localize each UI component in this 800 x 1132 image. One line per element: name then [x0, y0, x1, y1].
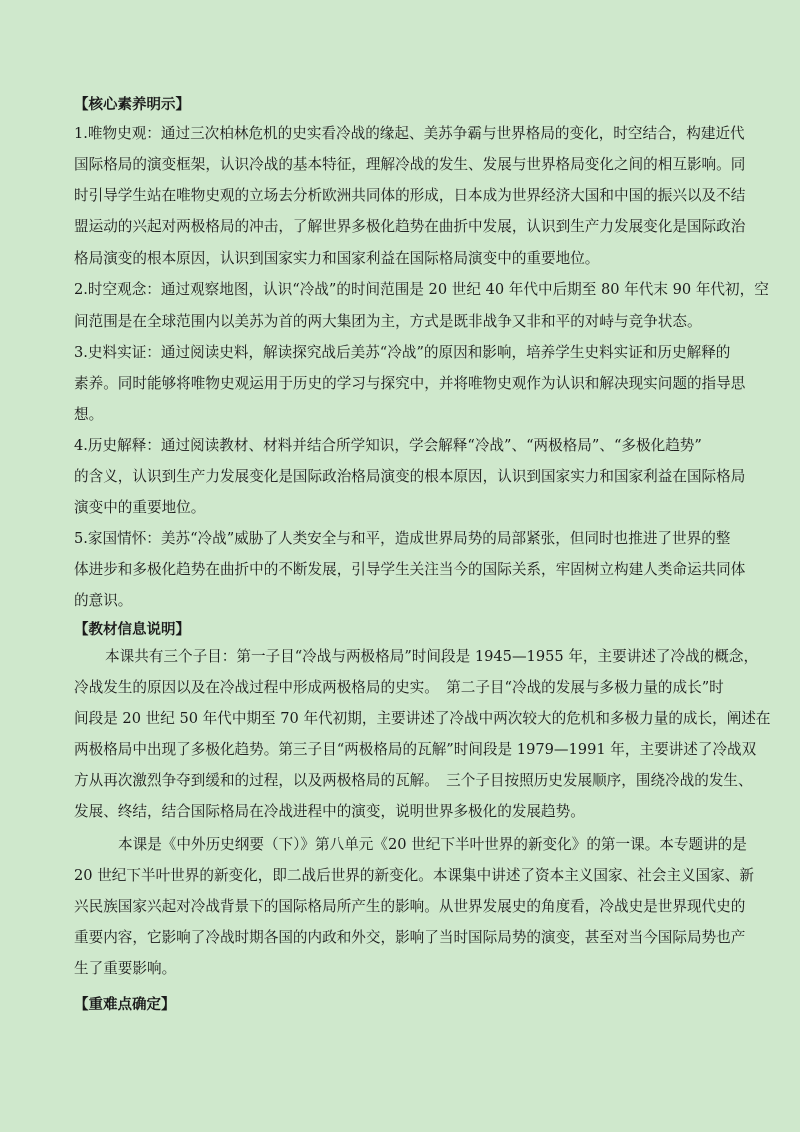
paragraph-line: 本课是《中外历史纲要（下）》第八单元《20 世纪下半叶世界的新变化》的第一课。本专题讲的是	[118, 836, 747, 853]
paragraph-line: 两极格局中出现了多极化趋势。第三子目“两极格局的瓦解”时间段是 1979—1991 年，主要讲述了冷战双	[74, 741, 757, 758]
paragraph-line: 4.历史解释：通过阅读教材、材料并结合所学知识，学会解释“冷战”、“两极格局”、“多极化趋势”	[74, 437, 702, 454]
paragraph-line: 方从再次激烈争夺到缓和的过程，以及两极格局的瓦解。 三个子目按照历史发展顺序，围绕冷战的发生、	[74, 772, 753, 789]
paragraph-line: 时引导学生站在唯物史观的立场去分析欧洲共同体的形成，日本成为世界经济大国和中国的振兴以及不结	[74, 187, 746, 204]
paragraph-line: 生了重要影响。	[74, 960, 177, 977]
paragraph-line: 的含义，认识到生产力发展变化是国际政治格局演变的根本原因，认识到国家实力和国家利益在国际格局	[74, 468, 746, 485]
paragraph-line: 兴民族国家兴起对冷战背景下的国际格局所产生的影响。从世界发展史的角度看，冷战史是世界现代史的	[74, 898, 746, 915]
paragraph-line: 重要内容，它影响了冷战时期各国的内政和外交，影响了当时国际局势的演变，甚至对当今国际局势也产	[74, 929, 746, 946]
paragraph-line: 20 世纪下半叶世界的新变化，即二战后世界的新变化。本课集中讲述了资本主义国家、社会主义国家、新	[74, 867, 754, 884]
paragraph-line: 5.家国情怀：美苏“冷战”威胁了人类安全与和平，造成世界局势的局部紧张，但同时也推进了世界的整	[74, 530, 731, 547]
paragraph-line: 3.史料实证：通过阅读史料，解读探究战后美苏“冷战”的原因和影响，培养学生史料实证和历史解释的	[74, 344, 731, 361]
section-heading-core-literacy: 【核心素养明示】	[74, 97, 190, 113]
paragraph-line: 国际格局的演变框架，认识冷战的基本特征，理解冷战的发生、发展与世界格局变化之间的相互影响。同	[74, 156, 746, 173]
paragraph-line: 体进步和多极化趋势在曲折中的不断发展，引导学生关注当今的国际关系，牢固树立构建人类命运共同体	[74, 561, 746, 578]
paragraph-line: 格局演变的根本原因，认识到国家实力和国家利益在国际格局演变中的重要地位。	[74, 250, 600, 267]
paragraph-line: 素养。同时能够将唯物史观运用于历史的学习与探究中，并将唯物史观作为认识和解决现实问题的指导思	[74, 375, 746, 392]
paragraph-line: 间段是 20 世纪 50 年代中期至 70 年代初期，主要讲述了冷战中两次较大的危机和多极力量的成长，阐述在	[74, 710, 771, 727]
paragraph-line: 的意识。	[74, 592, 133, 609]
section-heading-textbook-info: 【教材信息说明】	[74, 622, 190, 638]
paragraph-line: 演变中的重要地位。	[74, 499, 206, 516]
paragraph-line: 想。	[74, 406, 104, 423]
paragraph-line: 发展、终结，结合国际格局在冷战进程中的演变，说明世界多极化的发展趋势。	[74, 803, 585, 820]
paragraph-line: 2.时空观念：通过观察地图，认识“冷战”的时间范围是 20 世纪 40 年代中后期至 80 年代末 90 年代初，空	[74, 281, 769, 298]
paragraph-line: 冷战发生的原因以及在冷战过程中形成两极格局的史实。 第二子目“冷战的发展与多极力量的成长”时	[74, 679, 724, 696]
paragraph-line: 间范围是在全球范围内以美苏为首的两大集团为主，方式是既非战争又非和平的对峙与竞争状态。	[74, 313, 702, 330]
section-heading-key-points: 【重难点确定】	[74, 997, 176, 1013]
paragraph-line: 本课共有三个子目：第一子目“冷战与两极格局”时间段是 1945—1955 年，主要讲述了冷战的概念，	[105, 648, 759, 665]
paragraph-line: 1.唯物史观：通过三次柏林危机的史实看冷战的缘起、美苏争霸与世界格局的变化，时空结合，构建近代	[74, 125, 745, 142]
paragraph-line: 盟运动的兴起对两极格局的冲击，了解世界多极化趋势在曲折中发展，认识到生产力发展变化是国际政治	[74, 218, 746, 235]
